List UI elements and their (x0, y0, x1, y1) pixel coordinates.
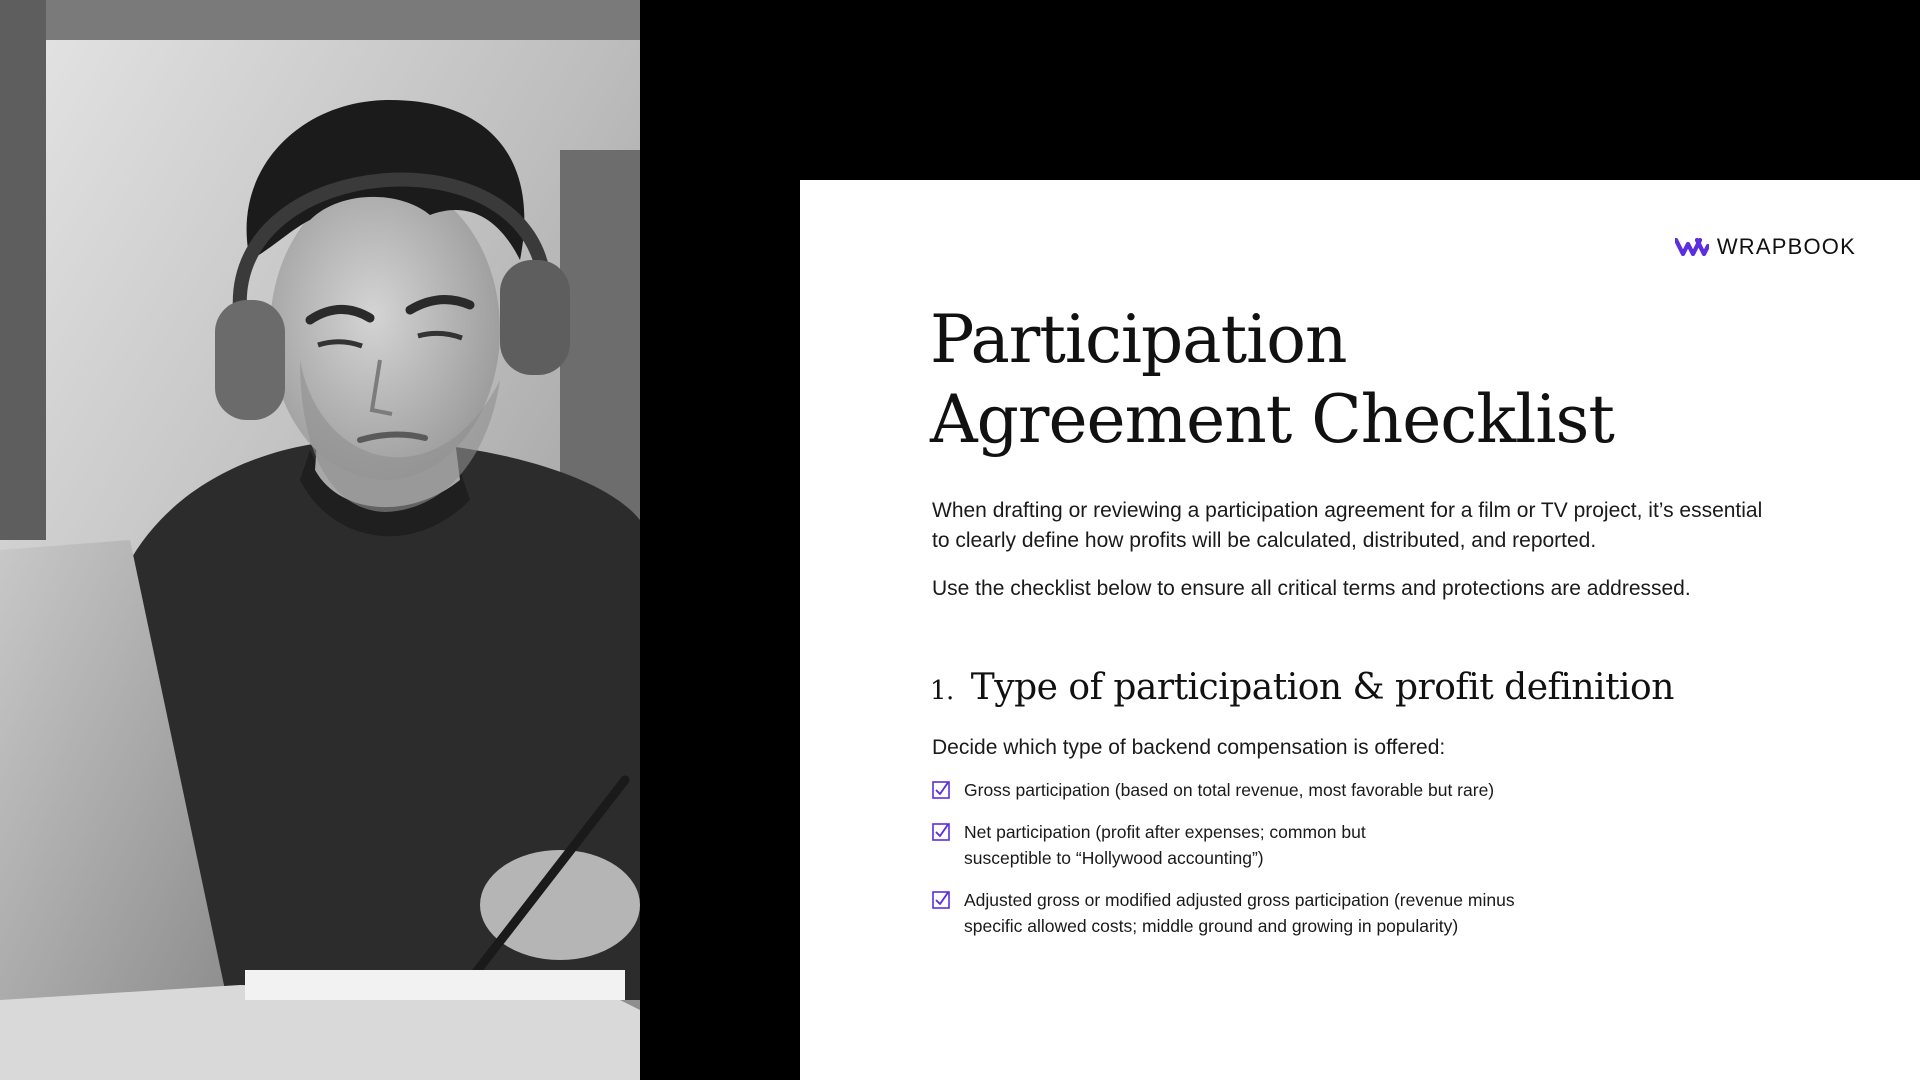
paper (245, 970, 625, 1000)
section-lead: Decide which type of backend compensation is offered: (932, 736, 1446, 759)
checklist (932, 777, 1592, 939)
brand-name: WRAPBOOK (1716, 234, 1856, 259)
checklist-item-text: Adjusted gross or modified adjusted gross participation (revenue minus specific allowed costs; middle ground and growing in popularity) (964, 890, 1515, 936)
headphone-right-cup (500, 260, 570, 375)
checklist-item (932, 777, 1592, 803)
window-frame-top (46, 0, 640, 40)
wrapbook-logo-icon (1675, 238, 1709, 256)
window-frame (0, 0, 46, 540)
wrapbook-logo[interactable] (1675, 234, 1856, 260)
document-content (930, 300, 1830, 955)
checklist-item-text: Net participation (profit after expenses; common but susceptible to “Hollywood accounting”) (964, 822, 1366, 868)
page-title (930, 300, 1830, 460)
checkbox-checked-icon[interactable] (932, 823, 950, 841)
checklist-card (800, 180, 1920, 1080)
title-line: Participation (930, 301, 1347, 378)
section-number: 1. (930, 676, 954, 706)
intro-paragraph: When drafting or reviewing a participation agreement for a film or TV project, it’s essential to clearly define how profits will be calculated, distributed, and reported. (932, 499, 1763, 552)
person-photo-illustration (0, 0, 640, 1080)
section-title: Type of participation & profit definition (970, 667, 1674, 708)
intro-paragraph: Use the checklist below to ensure all critical terms and protections are addressed. (932, 577, 1691, 600)
person-photo (0, 0, 640, 1080)
checkbox-checked-icon[interactable] (932, 891, 950, 909)
checkbox-checked-icon[interactable] (932, 781, 950, 799)
headphone-left-cup (215, 300, 285, 420)
section-heading (930, 666, 1830, 713)
checklist-item-text: Gross participation (based on total revenue, most favorable but rare) (964, 780, 1495, 800)
title-line: Agreement Checklist (930, 381, 1614, 458)
checklist-item (932, 819, 1592, 871)
checklist-item (932, 887, 1592, 939)
